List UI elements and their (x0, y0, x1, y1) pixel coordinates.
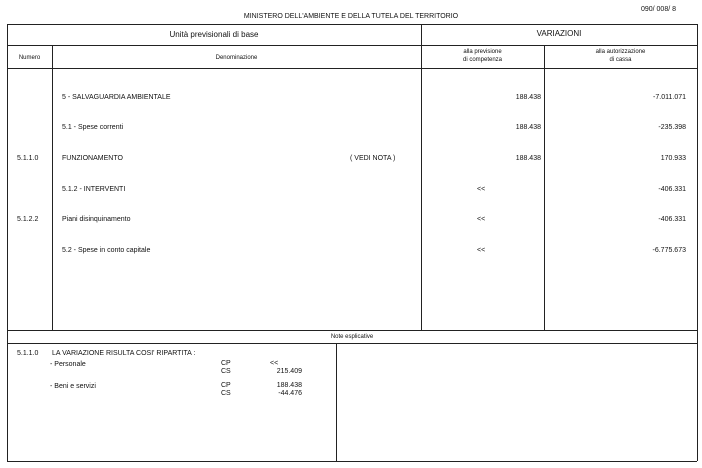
header-denominazione: Denominazione (215, 55, 258, 61)
row-competenza: 188.438 (515, 155, 541, 162)
notes-cp-value: << (270, 360, 279, 367)
row-denominazione: FUNZIONAMENTO (62, 155, 123, 162)
row-cassa: 170.933 (660, 155, 686, 162)
notes-item-label: - Beni e servizi (50, 383, 96, 390)
notes-heading: LA VARIAZIONE RISULTA COSI' RIPARTITA : (52, 350, 196, 357)
row-nota: ( VEDI NOTA ) (350, 155, 396, 162)
row-denominazione: 5 - SALVAGUARDIA AMBIENTALE (62, 94, 171, 101)
row-denominazione: 5.1.2 - INTERVENTI (62, 186, 126, 193)
row-denominazione: 5.2 - Spese in conto capitale (62, 247, 151, 254)
header-unita: Unità previsionali di base (169, 30, 259, 39)
row-competenza: 188.438 (515, 124, 541, 131)
notes-code: 5.1.1.0 (17, 350, 39, 357)
page-code: 090/ 008/ 8 (640, 6, 676, 13)
header-cassa-line1: alla autorizzazione (595, 49, 646, 55)
notes-cp-value: 188.438 (276, 382, 302, 389)
notes-cs-label: CS (221, 390, 231, 397)
row-cassa: -7.011.071 (653, 94, 686, 101)
header-variazioni: VARIAZIONI (536, 29, 582, 38)
row-competenza: 188.438 (515, 94, 541, 101)
header-competenza-line1: alla previsione (463, 49, 502, 55)
row-cassa: -406.331 (658, 216, 686, 223)
header-competenza-line2: di competenza (462, 57, 503, 63)
row-denominazione: 5.1 - Spese correnti (62, 124, 124, 131)
row-cassa: -6.775.673 (652, 247, 686, 254)
header-numero: Numero (18, 55, 41, 61)
row-competenza: << (477, 247, 486, 254)
notes-cp-label: CP (221, 382, 231, 389)
notes-title: Note esplicative (330, 334, 374, 340)
row-numero: 5.1.1.0 (17, 155, 39, 162)
notes-item-label: - Personale (50, 361, 86, 368)
notes-cs-value: 215.409 (276, 368, 302, 375)
row-competenza: << (477, 186, 486, 193)
row-denominazione: Piani disinquinamento (62, 216, 131, 223)
header-cassa-line2: di cassa (609, 57, 632, 63)
row-cassa: -406.331 (658, 186, 686, 193)
notes-cs-value: -44.476 (278, 390, 302, 397)
ministry-title: MINISTERO DELL'AMBIENTE E DELLA TUTELA DEL TERRITORIO (243, 13, 459, 20)
row-competenza: << (477, 216, 486, 223)
notes-cs-label: CS (221, 368, 231, 375)
row-numero: 5.1.2.2 (17, 216, 39, 223)
notes-cp-label: CP (221, 360, 231, 367)
row-cassa: -235.398 (658, 124, 686, 131)
